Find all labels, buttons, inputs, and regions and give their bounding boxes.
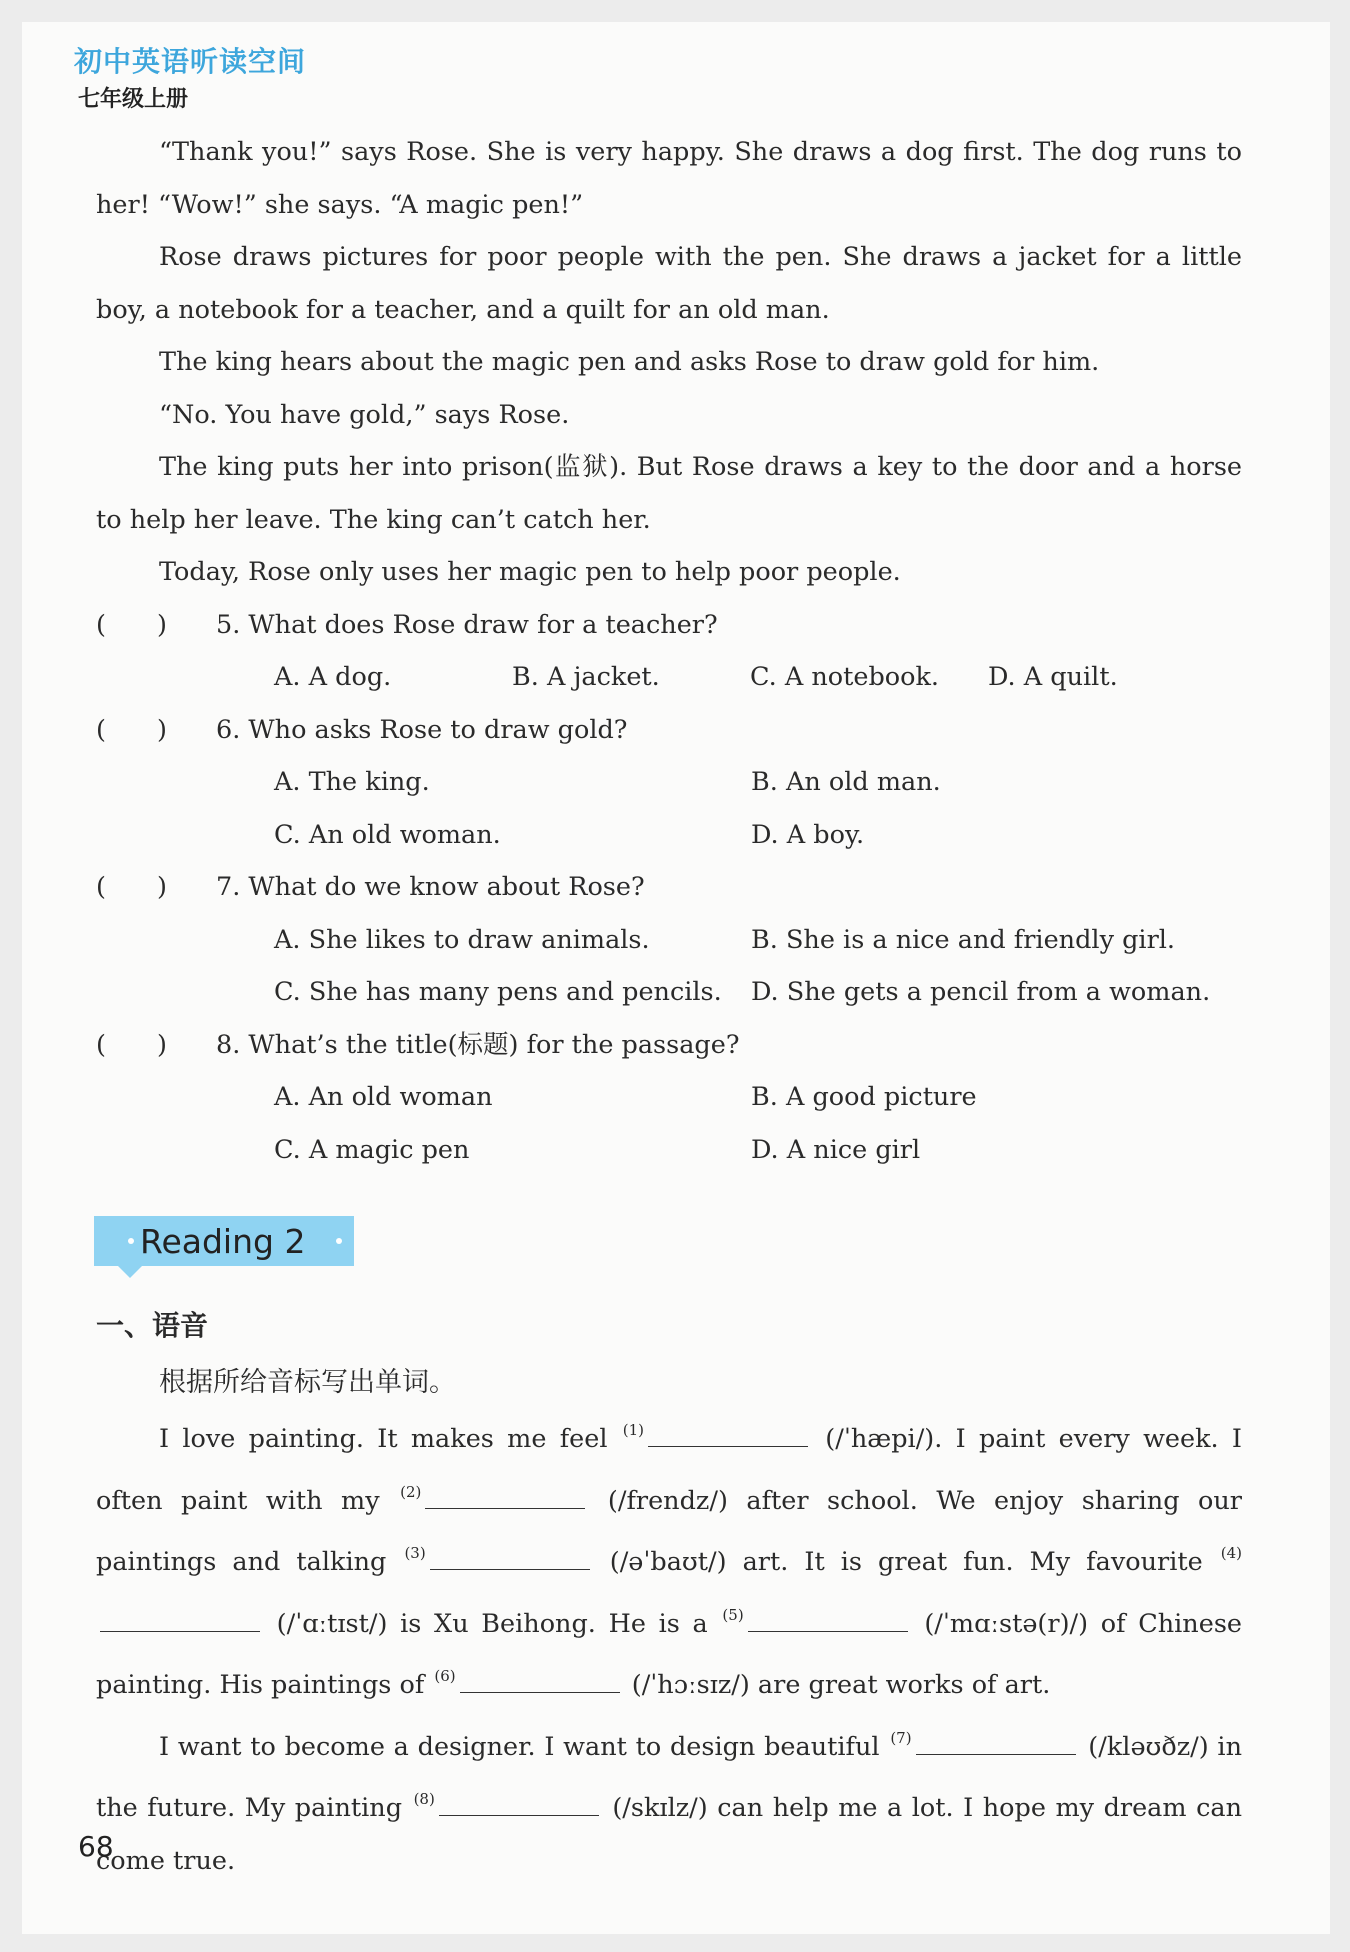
text-run: (/ˈhɔːsɪz/) are great works of art. [623, 1670, 1051, 1700]
option-b: B. An old man. [751, 767, 941, 797]
option-a: A. The king. [274, 767, 430, 797]
question-text: 8. What’s the title(标题) for the passage? [216, 1029, 740, 1060]
blank-number: (2) [400, 1482, 422, 1501]
instruction-text: 根据所给音标写出单词。 [159, 1367, 456, 1398]
answer-blank-4[interactable] [100, 1609, 260, 1632]
answer-blank-3[interactable] [430, 1547, 590, 1570]
blank-number: (1) [622, 1421, 645, 1439]
story-paragraph: Rose draws pictures for poor people with the pen. She draws a jacket for a little boy, a notebook for a teacher, and a quilt for an old man. [96, 242, 1242, 325]
answer-blank-1[interactable] [648, 1424, 808, 1447]
text-run: (/skɪlz/) can help me a lot. I hope my dream can come true. [96, 1793, 1242, 1876]
option-c: C. A magic pen [274, 1134, 470, 1165]
answer-blank-6[interactable] [460, 1670, 620, 1693]
blank-number: (8) [413, 1790, 435, 1808]
book-series-title: 初中英语听读空间 [74, 45, 307, 78]
fill-paragraph-1 [96, 1404, 1242, 1712]
blank-number: (4) [1220, 1544, 1242, 1562]
text-run: (/frendz/) after school. We enjoy sharing our paintings and talking [96, 1485, 1242, 1577]
option-b: B. She is a nice and friendly girl. [751, 924, 1176, 955]
reading-2-title: Reading 2 [140, 1222, 306, 1261]
answer-blank-7[interactable] [916, 1732, 1076, 1755]
story-paragraph: The king puts her into prison(监狱). But Rose draws a key to the door and a horse to help her leave. The king can’t catch her. [96, 452, 1242, 535]
option-d: D. A boy. [751, 819, 865, 850]
option-c: C. She has many pens and pencils. [274, 977, 722, 1007]
option-d: D. A nice girl [751, 1134, 921, 1165]
banner-dot [336, 1238, 342, 1244]
story-paragraph: The king hears about the magic pen and asks Rose to draw gold for him. [159, 347, 1100, 377]
question-7-options [96, 914, 1242, 967]
answer-bracket[interactable]: ( ) [96, 872, 167, 902]
question-8-options [96, 1124, 1242, 1177]
blank-number: (5) [722, 1605, 744, 1624]
book-page [22, 22, 1330, 1934]
option-d: D. She gets a pencil from a woman. [751, 977, 1211, 1007]
option-a: A. A dog. [274, 662, 392, 692]
option-d: D. A quilt. [988, 662, 1118, 692]
fill-paragraph-2 [96, 1712, 1242, 1888]
text-run: (/ˈɑːtɪst/) is Xu Beihong. He is a [264, 1608, 721, 1639]
blank-number: (6) [434, 1667, 456, 1685]
story-passage [96, 126, 1242, 1176]
option-c: C. A notebook. [750, 662, 940, 692]
question-6 [96, 704, 1242, 757]
question-7 [96, 861, 1242, 914]
blank-number: (7) [890, 1728, 912, 1747]
text-run: I want to become a designer. I want to design beautiful [159, 1731, 889, 1762]
question-text: 7. What do we know about Rose? [216, 872, 645, 902]
text-run: (/kləʊðz/) in the future. My painting [96, 1731, 1243, 1823]
story-paragraph: Today, Rose only uses her magic pen to help poor people. [159, 557, 901, 587]
option-a: A. She likes to draw animals. [274, 924, 650, 955]
answer-bracket[interactable]: ( ) [96, 714, 167, 745]
text-run: (/ˈhæpi/). I paint every week. I often paint with my [96, 1424, 1242, 1516]
question-5 [96, 599, 1242, 652]
answer-blank-2[interactable] [425, 1486, 585, 1509]
question-8-options [96, 1071, 1242, 1124]
question-8 [96, 1019, 1242, 1072]
text-run: I love painting. It makes me feel [159, 1424, 621, 1454]
text-run: (/ˈmɑːstə(r)/) of Chinese painting. His paintings of [96, 1608, 1242, 1700]
question-5-options [96, 651, 1242, 704]
answer-bracket[interactable]: ( ) [96, 609, 167, 640]
option-b: B. A jacket. [512, 662, 660, 692]
option-a: A. An old woman [274, 1082, 493, 1112]
story-paragraph: “No. You have gold,” says Rose. [159, 399, 570, 430]
section-heading: 一、语音 [96, 1309, 209, 1342]
page-number: 68 [78, 1830, 114, 1863]
question-7-options [96, 966, 1242, 1019]
answer-bracket[interactable]: ( ) [96, 1029, 167, 1060]
story-paragraph: “Thank you!” says Rose. She is very happy. She draws a dog first. The dog runs to her! “Wow!” she says. “A magic pen!” [96, 137, 1242, 220]
banner-dot [128, 1238, 134, 1244]
text-run: (/əˈbaʊt/) art. It is great fun. My favourite [593, 1547, 1219, 1577]
question-6-options [96, 809, 1242, 862]
answer-blank-8[interactable] [439, 1793, 599, 1816]
fill-in-passage [96, 1404, 1242, 1887]
book-volume-subtitle: 七年级上册 [78, 87, 189, 112]
blank-number: (3) [404, 1544, 426, 1562]
question-6-options [96, 756, 1242, 809]
option-c: C. An old woman. [274, 819, 501, 850]
question-text: 6. Who asks Rose to draw gold? [216, 714, 628, 745]
option-b: B. A good picture [751, 1082, 977, 1112]
question-text: 5. What does Rose draw for a teacher? [216, 609, 718, 640]
banner-tail-shape [118, 1266, 142, 1278]
answer-blank-5[interactable] [748, 1609, 908, 1632]
